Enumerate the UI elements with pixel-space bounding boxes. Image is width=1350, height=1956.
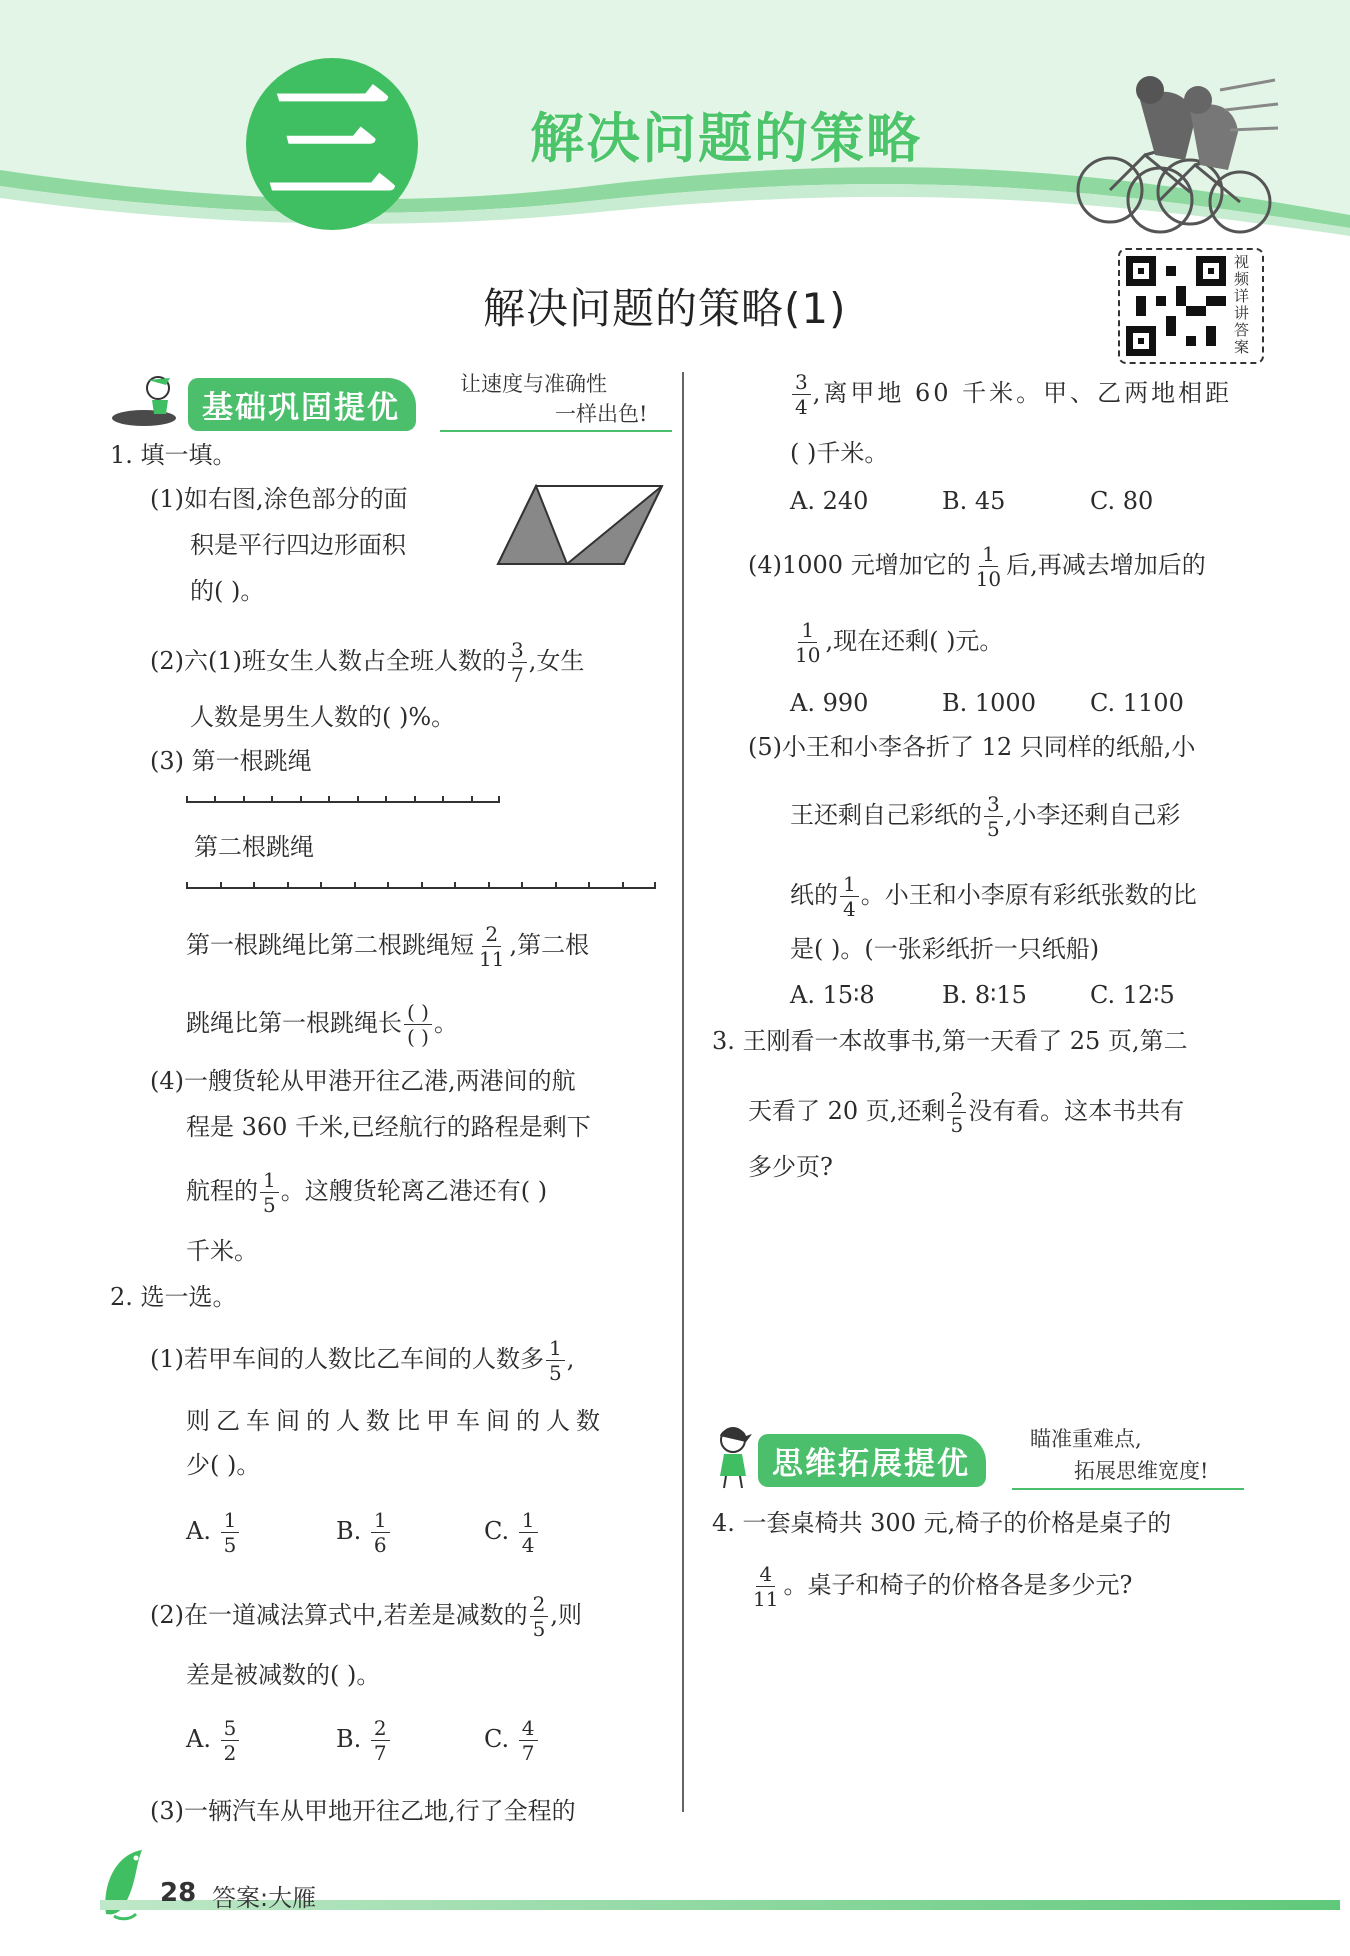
fraction [984, 792, 1003, 841]
numerator: 3 [984, 792, 1003, 817]
q2-4-option-c[interactable]: C. 1100 [1090, 689, 1184, 717]
denominator: 7 [521, 1741, 535, 1765]
q2-2-option-a[interactable] [186, 1716, 241, 1765]
q1-1-line2: 积是平行四边形面积 [190, 531, 406, 559]
unit-title: 解决问题的策略 [530, 107, 922, 170]
denominator: 5 [549, 1361, 562, 1385]
fraction [546, 1336, 565, 1385]
q1-4-line1: (4)一艘货轮从甲港开往乙港,两港间的航 [150, 1067, 576, 1095]
denominator: 7 [511, 663, 524, 687]
denominator: 7 [373, 1741, 387, 1765]
q1-3-rope1-label: (3) 第一根跳绳 [150, 747, 312, 775]
q1-2-line2: 人数是男生人数的( )%。 [190, 703, 456, 731]
q1-4-line3 [186, 1168, 547, 1217]
numerator: 2 [371, 1716, 390, 1741]
rope1-segment-diagram [186, 792, 502, 804]
q2-5-option-b[interactable]: B. 8∶15 [942, 981, 1027, 1009]
fraction [260, 1168, 279, 1217]
q2-4-line1 [748, 542, 1206, 591]
fraction [840, 872, 859, 921]
q1-3-line1 [186, 922, 589, 971]
numerator: 4 [519, 1716, 538, 1741]
section-slogan-line1: 让速度与准确性 [460, 372, 607, 396]
question-3-line1: 3. 王刚看一本故事书,第一天看了 25 页,第二 [712, 1027, 1188, 1055]
q2-2-option-b[interactable] [336, 1716, 392, 1765]
qr-code-box[interactable] [1118, 248, 1264, 364]
numerator: 4 [756, 1562, 775, 1587]
q2-4-option-a[interactable]: A. 990 [790, 689, 869, 717]
skateboarder-mascot-icon [108, 372, 188, 430]
text-segment: (1)若甲车间的人数比乙车间的人数多 [150, 1345, 544, 1373]
text-segment: 。桌子和椅子的价格各是多少元? [783, 1571, 1133, 1599]
text-segment: (2)六(1)班女生人数占全班人数的 [150, 647, 506, 675]
section2-slogan-line1: 瞄准重难点, [1030, 1427, 1142, 1451]
q2-2-line1 [150, 1592, 582, 1641]
denominator: 4 [843, 897, 856, 921]
numerator: 1 [840, 872, 859, 897]
q2-1-line3: 少( )。 [186, 1451, 261, 1479]
q2-1-option-a[interactable] [186, 1508, 241, 1557]
q2-4-line2 [790, 618, 1003, 667]
slogan-underline [1012, 1488, 1244, 1490]
lesson-title: 解决问题的策略(1) [483, 284, 847, 333]
fraction [371, 1508, 390, 1557]
text-segment: ,现在还剩( )元。 [825, 627, 1004, 655]
numerator: 2 [482, 922, 501, 947]
text-segment: , [566, 1345, 575, 1373]
section2-slogan-line2: 拓展思维宽度! [1074, 1459, 1209, 1483]
section-banner-extension: 思维拓展提优 [758, 1434, 986, 1487]
text-segment: 没有看。这本书共有 [968, 1097, 1185, 1125]
text-segment: 天看了 20 页,还剩 [748, 1097, 946, 1125]
text-segment: 。这艘货轮离乙港还有( ) [280, 1177, 548, 1205]
denominator: 5 [950, 1113, 964, 1137]
fraction [792, 370, 811, 419]
column-divider [682, 372, 684, 1812]
numerator: 1 [546, 1336, 565, 1361]
section-slogan-line2: 一样出色! [555, 402, 648, 426]
q2-3-option-a[interactable]: A. 240 [790, 487, 869, 515]
answer-blank-fraction[interactable] [404, 1000, 432, 1049]
denominator: 2 [223, 1741, 237, 1765]
numerator: 2 [947, 1088, 966, 1113]
answer-note: 答案:大雁 [212, 1884, 317, 1912]
q2-5-option-c[interactable]: C. 12∶5 [1090, 981, 1175, 1009]
q2-3-line1: (3)一辆汽车从甲地开往乙地,行了全程的 [150, 1797, 576, 1825]
denominator: 5 [532, 1617, 546, 1641]
text-segment: ,第二根 [509, 931, 590, 959]
thinking-girl-mascot-icon [708, 1424, 758, 1490]
question-4-line2 [748, 1562, 1132, 1611]
q2-3-line3: ( )千米。 [790, 439, 889, 467]
denominator: 4 [521, 1533, 535, 1557]
fraction [476, 922, 507, 971]
q1-1-line1: (1)如右图,涂色部分的面 [150, 485, 408, 513]
numerator: 1 [371, 1508, 390, 1533]
q2-5-option-a[interactable]: A. 15∶8 [790, 981, 875, 1009]
denominator: 6 [373, 1533, 387, 1557]
q2-1-line1 [150, 1336, 574, 1385]
option-label: A. [186, 1517, 211, 1545]
option-label: B. [336, 1517, 362, 1545]
page-number: 28 [160, 1878, 197, 1908]
unit-number-badge: 三 [246, 58, 418, 230]
slogan-underline [440, 430, 672, 432]
q2-3-option-c[interactable]: C. 80 [1090, 487, 1154, 515]
text-segment: 纸的 [790, 881, 838, 909]
fraction [530, 1592, 549, 1641]
question-3-line2 [748, 1088, 1184, 1137]
denominator: 5 [223, 1533, 237, 1557]
text-segment: (2)在一道减法算式中,若差是减数的 [150, 1601, 528, 1629]
q2-5-line2 [790, 792, 1180, 841]
q2-1-line2: 则乙车间的人数比甲车间的人数 [186, 1407, 606, 1435]
denominator: 5 [263, 1193, 276, 1217]
fraction [947, 1088, 966, 1137]
fraction [221, 1508, 240, 1557]
denominator: 11 [479, 947, 505, 971]
q2-5-line3 [790, 872, 1197, 921]
qr-code-icon[interactable] [1126, 256, 1226, 356]
denominator: 11 [753, 1587, 779, 1611]
q2-1-option-c[interactable] [484, 1508, 540, 1557]
q2-1-option-b[interactable] [336, 1508, 392, 1557]
q1-4-line4: 千米。 [186, 1237, 258, 1265]
option-label: B. [336, 1725, 362, 1753]
text-segment: 。小王和小李原有彩纸张数的比 [860, 881, 1197, 909]
q2-5-line1: (5)小王和小李各折了 12 只同样的纸船,小 [748, 733, 1196, 761]
question-2-title: 2. 选一选。 [110, 1283, 237, 1311]
text-segment: ,离甲地 60 千米。甲、乙两地相距 [812, 379, 1233, 407]
section-banner-basic: 基础巩固提优 [188, 378, 416, 431]
numerator: 5 [221, 1716, 240, 1741]
text-segment: ,女生 [528, 647, 585, 675]
fraction [371, 1716, 390, 1765]
q2-4-option-b[interactable]: B. 1000 [942, 689, 1036, 717]
qr-caption: 视频详讲答案 [1234, 253, 1250, 356]
q1-2-line1 [150, 638, 584, 687]
fraction [750, 1562, 781, 1611]
q1-4-line2: 程是 360 千米,已经航行的路程是剩下 [186, 1113, 591, 1141]
text-segment: 后,再减去增加后的 [1006, 551, 1206, 579]
rope2-segment-diagram [186, 878, 658, 890]
q2-2-line2: 差是被减数的( )。 [186, 1661, 381, 1689]
numerator: 3 [508, 638, 527, 663]
option-label: A. [186, 1725, 211, 1753]
fraction [792, 618, 823, 667]
fraction [221, 1716, 240, 1765]
text-segment: 。 [433, 1009, 458, 1037]
numerator: 1 [798, 618, 817, 643]
numerator: 1 [221, 1508, 240, 1533]
dolphin-mascot-icon [96, 1844, 160, 1924]
numerator: 1 [519, 1508, 538, 1533]
fraction [519, 1716, 538, 1765]
q2-3-option-b[interactable]: B. 45 [942, 487, 1006, 515]
option-label: C. [484, 1517, 510, 1545]
text-segment: 航程的 [186, 1177, 258, 1205]
fraction [519, 1508, 538, 1557]
q2-5-line4: 是( )。(一张彩纸折一只纸船) [790, 935, 1100, 963]
parallelogram-figure [496, 484, 664, 566]
text-segment: ,小李还剩自己彩 [1004, 801, 1181, 829]
fraction [508, 638, 527, 687]
question-4-line1: 4. 一套桌椅共 300 元,椅子的价格是桌子的 [712, 1509, 1172, 1537]
text-segment: ,则 [550, 1601, 582, 1629]
q2-3-line2 [790, 370, 1232, 419]
denominator: 4 [795, 395, 808, 419]
numerator: 1 [979, 542, 998, 567]
q1-3-rope2-label: 第二根跳绳 [194, 833, 314, 861]
question-1-title: 1. 填一填。 [110, 441, 237, 469]
blank-denominator[interactable]: ( ) [407, 1025, 429, 1049]
fraction [973, 542, 1004, 591]
denominator: 10 [795, 643, 821, 667]
denominator: 10 [975, 567, 1002, 591]
cyclist-illustration [1070, 60, 1280, 240]
text-segment: 第一根跳绳比第二根跳绳短 [186, 931, 474, 959]
numerator: 1 [260, 1168, 279, 1193]
text-segment: (4)1000 元增加它的 [748, 551, 971, 579]
text-segment: 跳绳比第一根跳绳长 [186, 1009, 402, 1037]
blank-numerator[interactable]: ( ) [404, 1000, 432, 1025]
numerator: 2 [530, 1592, 549, 1617]
option-label: C. [484, 1725, 510, 1753]
text-segment: 王还剩自己彩纸的 [790, 801, 982, 829]
q1-1-line3: 的( )。 [190, 577, 265, 605]
denominator: 5 [987, 817, 1000, 841]
q1-3-line2 [186, 1000, 458, 1049]
q2-2-option-c[interactable] [484, 1716, 540, 1765]
question-3-line3: 多少页? [748, 1153, 833, 1181]
numerator: 3 [792, 370, 811, 395]
